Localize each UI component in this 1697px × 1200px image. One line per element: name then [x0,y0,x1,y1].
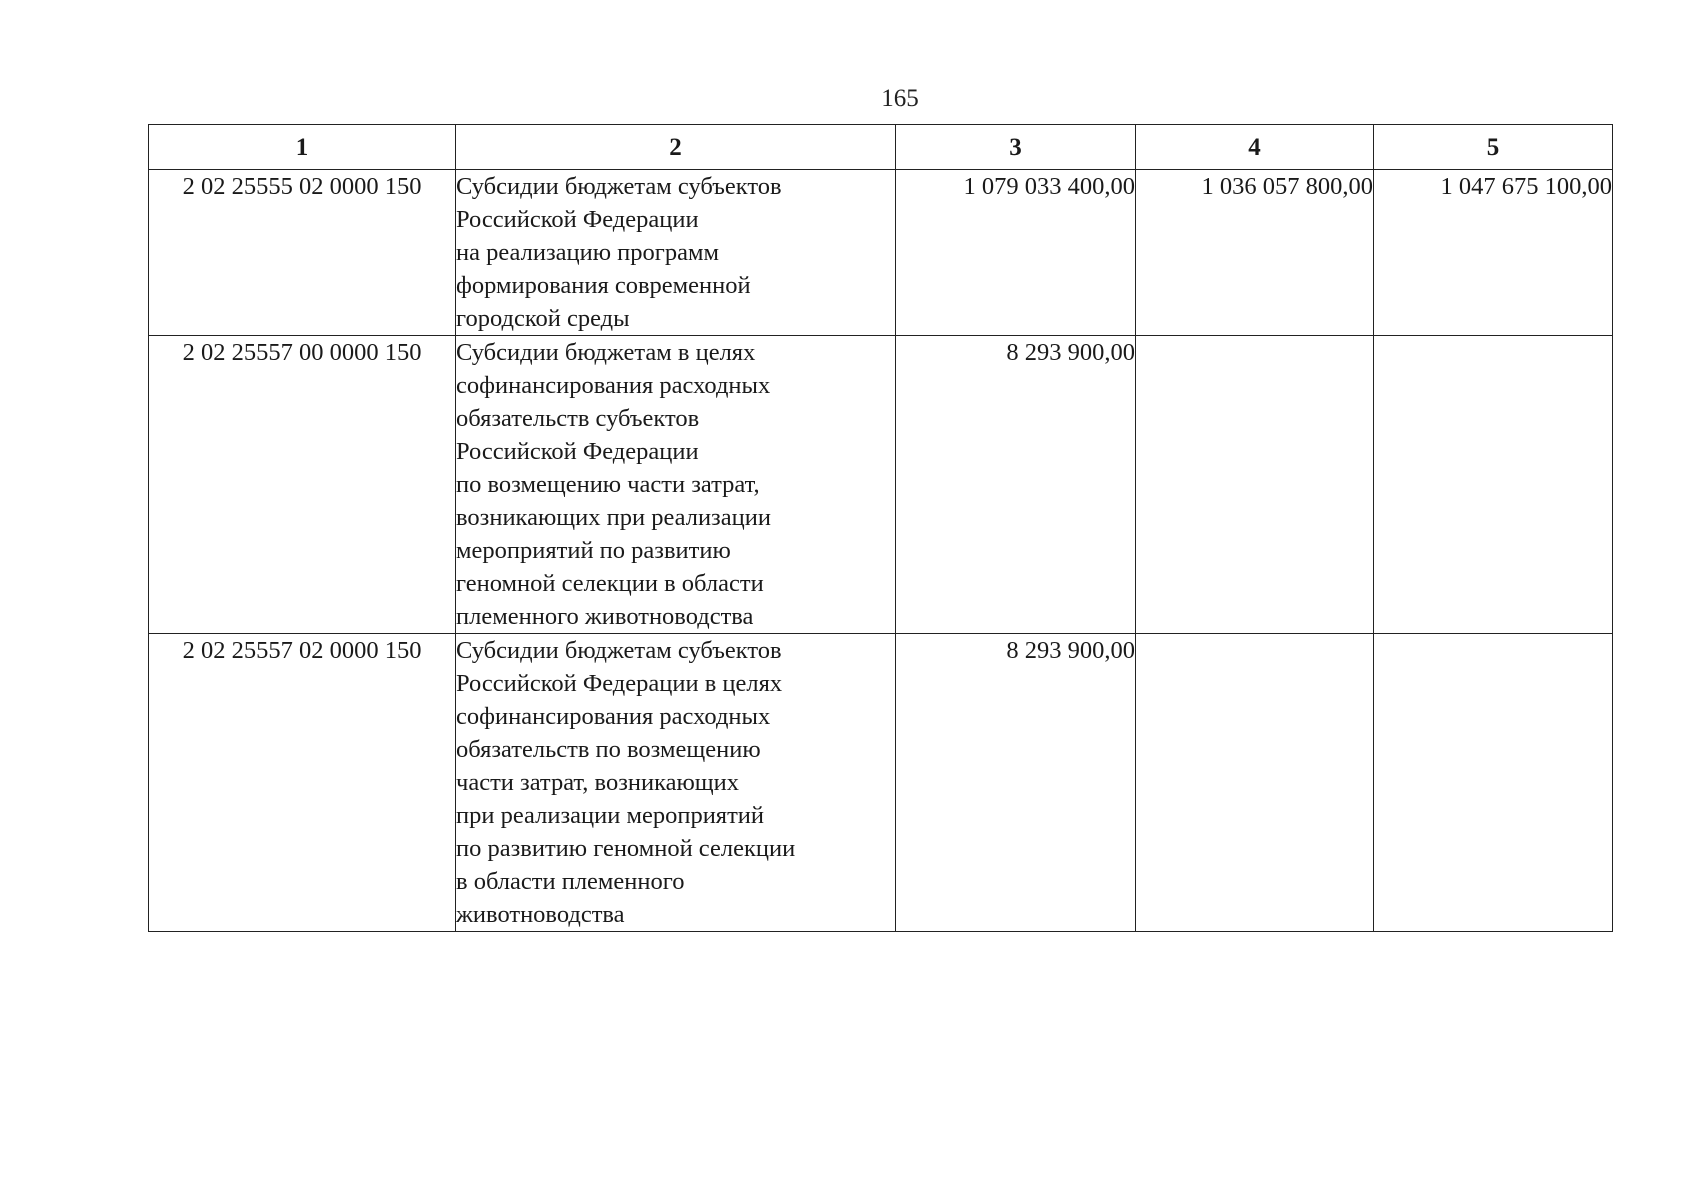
description-line: городской среды [456,305,630,332]
description-line: по развитию геномной селекции [456,835,796,862]
table-row [149,336,1613,634]
amount-col4-cell: 1 036 057 800,00 [1136,170,1374,336]
description-line: племенного животноводства [456,603,754,630]
description-line: мероприятий по развитию [456,537,731,564]
description-line: в области племенного [456,868,685,895]
description-line: обязательств субъектов [456,405,700,432]
description-line: геномной селекции в области [456,570,764,597]
column-header-5: 5 [1374,125,1613,170]
description-line: Субсидии бюджетам субъектов [456,637,782,664]
description-line: софинансирования расходных [456,372,771,399]
amount-col3-cell: 8 293 900,00 [896,634,1136,932]
description-line: на реализацию программ [456,239,719,266]
budget-code-cell: 2 02 25555 02 0000 150 [149,170,456,336]
description-line: софинансирования расходных [456,703,771,730]
description-cell [456,170,896,336]
description-cell [456,336,896,634]
description-line: Российской Федерации [456,438,699,465]
description-line: формирования современной [456,272,751,299]
description-line: при реализации мероприятий [456,802,765,829]
table-header-row [149,125,1613,170]
description-line: Субсидии бюджетам субъектов [456,173,782,200]
page-number: 165 [881,85,919,112]
column-header-1: 1 [149,125,456,170]
budget-code-cell: 2 02 25557 02 0000 150 [149,634,456,932]
column-header-3: 3 [896,125,1136,170]
amount-col3-cell: 1 079 033 400,00 [896,170,1136,336]
budget-table [148,124,1613,932]
description-line: по возмещению части затрат, [456,471,760,498]
amount-col5-cell [1374,336,1613,634]
description-line: обязательств по возмещению [456,736,761,763]
table-row [149,634,1613,932]
table-row [149,170,1613,336]
description-cell [456,634,896,932]
description-line: возникающих при реализации [456,504,771,531]
amount-col3-cell: 8 293 900,00 [896,336,1136,634]
description-line: Российской Федерации в целях [456,670,783,697]
amount-col5-cell [1374,634,1613,932]
budget-code-cell: 2 02 25557 00 0000 150 [149,336,456,634]
column-header-4: 4 [1136,125,1374,170]
description-line: Российской Федерации [456,206,699,233]
amount-col5-cell: 1 047 675 100,00 [1374,170,1613,336]
description-line: части затрат, возникающих [456,769,740,796]
amount-col4-cell [1136,336,1374,634]
column-header-2: 2 [456,125,896,170]
description-line: Субсидии бюджетам в целях [456,339,756,366]
description-line: животноводства [456,901,625,928]
amount-col4-cell [1136,634,1374,932]
